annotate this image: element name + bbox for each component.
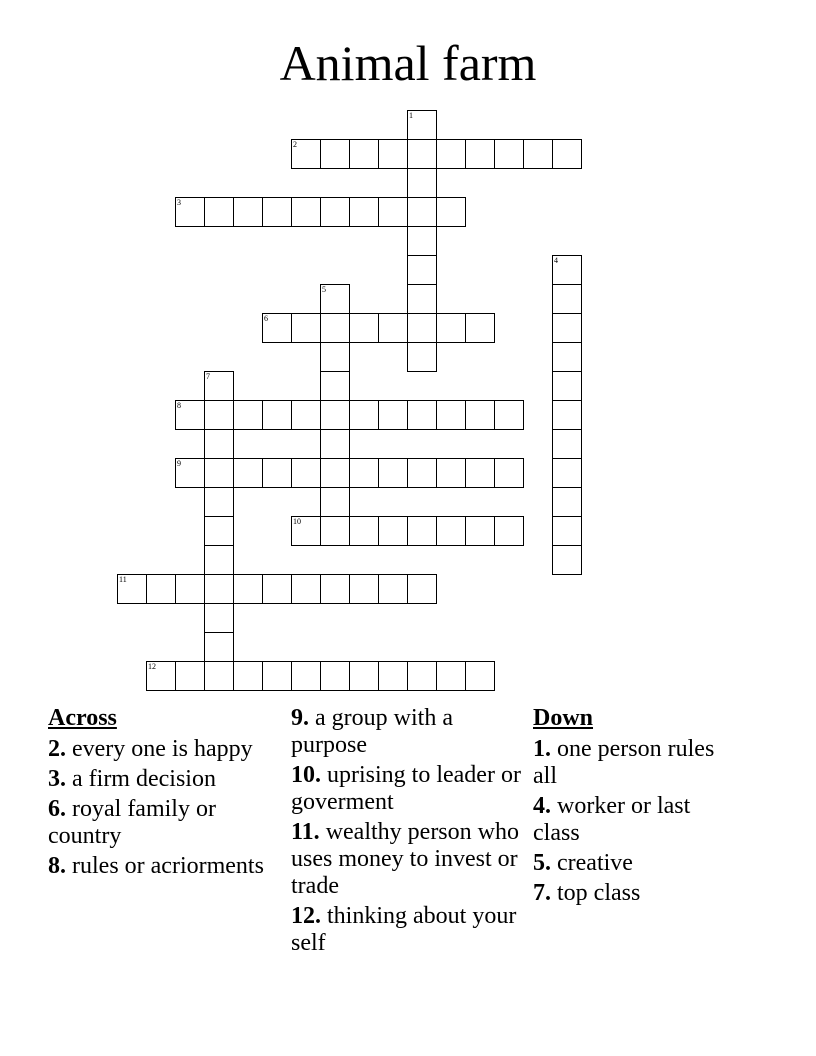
clue-down-5[interactable] xyxy=(533,850,733,877)
cell-number: 6 xyxy=(264,314,268,323)
down-heading: Down xyxy=(533,705,594,731)
grid-cell[interactable] xyxy=(349,458,379,488)
clue-text: uprising to leader or goverment xyxy=(291,762,521,815)
clue-number: 11. xyxy=(291,819,320,845)
grid-cell[interactable] xyxy=(552,516,582,546)
grid-cell[interactable] xyxy=(407,458,437,488)
grid-cell[interactable] xyxy=(204,603,234,633)
grid-cell[interactable] xyxy=(465,139,495,169)
grid-cell[interactable] xyxy=(494,458,524,488)
grid-cell[interactable] xyxy=(204,197,234,227)
clue-number: 8. xyxy=(48,853,66,879)
grid-cell[interactable] xyxy=(204,371,234,401)
grid-cell[interactable] xyxy=(407,574,437,604)
clue-number: 6. xyxy=(48,796,66,822)
clue-across-6[interactable] xyxy=(48,796,273,850)
grid-cell[interactable] xyxy=(349,574,379,604)
grid-cell[interactable] xyxy=(262,313,292,343)
grid-cell[interactable] xyxy=(552,313,582,343)
clue-text: creative xyxy=(557,850,633,876)
grid-cell[interactable] xyxy=(407,197,437,227)
grid-cell[interactable] xyxy=(552,487,582,517)
grid-cell[interactable] xyxy=(320,139,350,169)
grid-cell[interactable] xyxy=(378,400,408,430)
clue-text: a group with a purpose xyxy=(291,705,453,758)
clue-across-2[interactable] xyxy=(48,736,273,763)
clue-number: 7. xyxy=(533,880,551,906)
grid-cell[interactable] xyxy=(175,458,205,488)
grid-cell[interactable] xyxy=(204,661,234,691)
grid-cell[interactable] xyxy=(494,139,524,169)
grid-cell[interactable] xyxy=(291,197,321,227)
grid-cell[interactable] xyxy=(233,400,263,430)
grid-cell[interactable] xyxy=(436,313,466,343)
clue-number: 2. xyxy=(48,736,66,762)
clue-across-10[interactable] xyxy=(291,762,526,816)
grid-cell[interactable] xyxy=(204,487,234,517)
cell-number: 5 xyxy=(322,285,326,294)
grid-cell[interactable] xyxy=(117,574,147,604)
grid-cell[interactable] xyxy=(262,458,292,488)
grid-cell[interactable] xyxy=(320,284,350,314)
grid-cell[interactable] xyxy=(407,255,437,285)
grid-cell[interactable] xyxy=(262,661,292,691)
grid-cell[interactable] xyxy=(262,400,292,430)
grid-cell[interactable] xyxy=(291,574,321,604)
grid-cell[interactable] xyxy=(378,139,408,169)
clue-across-3[interactable] xyxy=(48,766,273,793)
grid-cell[interactable] xyxy=(320,487,350,517)
grid-cell[interactable] xyxy=(291,516,321,546)
grid-cell[interactable] xyxy=(552,284,582,314)
grid-cell[interactable] xyxy=(407,226,437,256)
clue-text: one person rules all xyxy=(533,736,715,789)
grid-cell[interactable] xyxy=(262,574,292,604)
puzzle-title: Animal farm xyxy=(279,35,537,91)
grid-cell[interactable] xyxy=(233,197,263,227)
clue-number: 3. xyxy=(48,766,66,792)
grid-cell[interactable] xyxy=(436,400,466,430)
grid-cell[interactable] xyxy=(204,516,234,546)
clue-text: every one is happy xyxy=(72,736,253,762)
grid-cell[interactable] xyxy=(233,574,263,604)
grid-cell[interactable] xyxy=(349,516,379,546)
grid-cell[interactable] xyxy=(204,545,234,575)
grid-cell[interactable] xyxy=(436,139,466,169)
grid-cell[interactable] xyxy=(407,284,437,314)
grid-cell[interactable] xyxy=(378,661,408,691)
grid-cell[interactable] xyxy=(465,458,495,488)
grid-cell[interactable] xyxy=(436,661,466,691)
grid-cell[interactable] xyxy=(320,574,350,604)
clue-number: 10. xyxy=(291,762,321,788)
grid-cell[interactable] xyxy=(378,197,408,227)
cell-number: 2 xyxy=(293,140,297,149)
grid-cell[interactable] xyxy=(436,516,466,546)
grid-cell[interactable] xyxy=(291,139,321,169)
clue-down-1[interactable] xyxy=(533,736,733,790)
grid-cell[interactable] xyxy=(291,661,321,691)
grid-cell[interactable] xyxy=(378,516,408,546)
grid-cell[interactable] xyxy=(204,429,234,459)
clue-text: a firm decision xyxy=(72,766,216,792)
clues-column-2 xyxy=(291,705,526,960)
grid-cell[interactable] xyxy=(407,110,437,140)
grid-cell[interactable] xyxy=(349,400,379,430)
grid-cell[interactable] xyxy=(349,197,379,227)
clue-number: 9. xyxy=(291,705,309,731)
grid-cell[interactable] xyxy=(407,313,437,343)
clue-number: 5. xyxy=(533,850,551,876)
grid-cell[interactable] xyxy=(175,197,205,227)
grid-cell[interactable] xyxy=(436,458,466,488)
clue-across-8[interactable] xyxy=(48,853,273,880)
grid-cell[interactable] xyxy=(407,661,437,691)
grid-cell[interactable] xyxy=(436,197,466,227)
grid-cell[interactable] xyxy=(262,197,292,227)
grid-cell[interactable] xyxy=(146,574,176,604)
cell-number: 8 xyxy=(177,401,181,410)
grid-cell[interactable] xyxy=(320,429,350,459)
grid-cell[interactable] xyxy=(320,313,350,343)
grid-cell[interactable] xyxy=(320,516,350,546)
clue-across-9[interactable] xyxy=(291,705,526,759)
clues-column-1 xyxy=(48,705,273,883)
grid-cell[interactable] xyxy=(494,516,524,546)
grid-cell[interactable] xyxy=(552,429,582,459)
cell-number: 4 xyxy=(554,256,558,265)
clue-text: wealthy person who uses money to invest or trade xyxy=(291,819,519,899)
grid-cell[interactable] xyxy=(465,313,495,343)
grid-cell[interactable] xyxy=(349,313,379,343)
grid-cell[interactable] xyxy=(233,661,263,691)
across-heading: Across xyxy=(48,705,117,731)
grid-cell[interactable] xyxy=(552,545,582,575)
clue-text: top class xyxy=(557,880,641,906)
grid-cell[interactable] xyxy=(175,400,205,430)
grid-cell[interactable] xyxy=(523,139,553,169)
grid-cell[interactable] xyxy=(465,516,495,546)
grid-cell[interactable] xyxy=(465,400,495,430)
grid-cell[interactable] xyxy=(291,400,321,430)
clue-across-12[interactable] xyxy=(291,903,526,957)
cell-number: 7 xyxy=(206,372,210,381)
grid-cell[interactable] xyxy=(494,400,524,430)
cell-number: 3 xyxy=(177,198,181,207)
grid-cell[interactable] xyxy=(465,661,495,691)
grid-cell[interactable] xyxy=(204,400,234,430)
grid-cell[interactable] xyxy=(552,400,582,430)
grid-cell[interactable] xyxy=(320,400,350,430)
grid-cell[interactable] xyxy=(320,371,350,401)
grid-cell[interactable] xyxy=(320,458,350,488)
grid-cell[interactable] xyxy=(407,342,437,372)
grid-cell[interactable] xyxy=(407,168,437,198)
grid-cell[interactable] xyxy=(320,197,350,227)
grid-cell[interactable] xyxy=(291,313,321,343)
grid-cell[interactable] xyxy=(552,342,582,372)
clue-number: 4. xyxy=(533,793,551,819)
grid-cell[interactable] xyxy=(407,400,437,430)
clue-number: 1. xyxy=(533,736,551,762)
clue-number: 12. xyxy=(291,903,321,929)
cell-number: 1 xyxy=(409,111,413,120)
grid-cell[interactable] xyxy=(407,516,437,546)
grid-cell[interactable] xyxy=(378,313,408,343)
clue-text: thinking about your self xyxy=(291,903,517,956)
cell-number: 9 xyxy=(177,459,181,468)
clue-text: worker or last class xyxy=(533,793,691,846)
cell-number: 10 xyxy=(293,517,301,526)
grid-cell[interactable] xyxy=(175,574,205,604)
grid-cell[interactable] xyxy=(320,661,350,691)
grid-cell[interactable] xyxy=(552,255,582,285)
grid-cell[interactable] xyxy=(146,661,176,691)
grid-cell[interactable] xyxy=(233,458,263,488)
grid-cell[interactable] xyxy=(378,458,408,488)
clue-down-7[interactable] xyxy=(533,880,733,907)
grid-cell[interactable] xyxy=(204,574,234,604)
clue-across-11[interactable] xyxy=(291,819,526,900)
grid-cell[interactable] xyxy=(552,139,582,169)
clues-column-3 xyxy=(533,705,733,910)
cell-number: 12 xyxy=(148,662,156,671)
grid-cell[interactable] xyxy=(291,458,321,488)
grid-cell[interactable] xyxy=(175,661,205,691)
clue-down-4[interactable] xyxy=(533,793,733,847)
grid-cell[interactable] xyxy=(204,458,234,488)
grid-cell[interactable] xyxy=(349,139,379,169)
clue-text: royal family or country xyxy=(48,796,216,849)
grid-cell[interactable] xyxy=(378,574,408,604)
grid-cell[interactable] xyxy=(204,632,234,662)
grid-cell[interactable] xyxy=(552,458,582,488)
clue-text: rules or acriorments xyxy=(72,853,264,879)
grid-cell[interactable] xyxy=(349,661,379,691)
grid-cell[interactable] xyxy=(407,139,437,169)
cell-number: 11 xyxy=(119,575,127,584)
grid-cell[interactable] xyxy=(552,371,582,401)
grid-cell[interactable] xyxy=(320,342,350,372)
